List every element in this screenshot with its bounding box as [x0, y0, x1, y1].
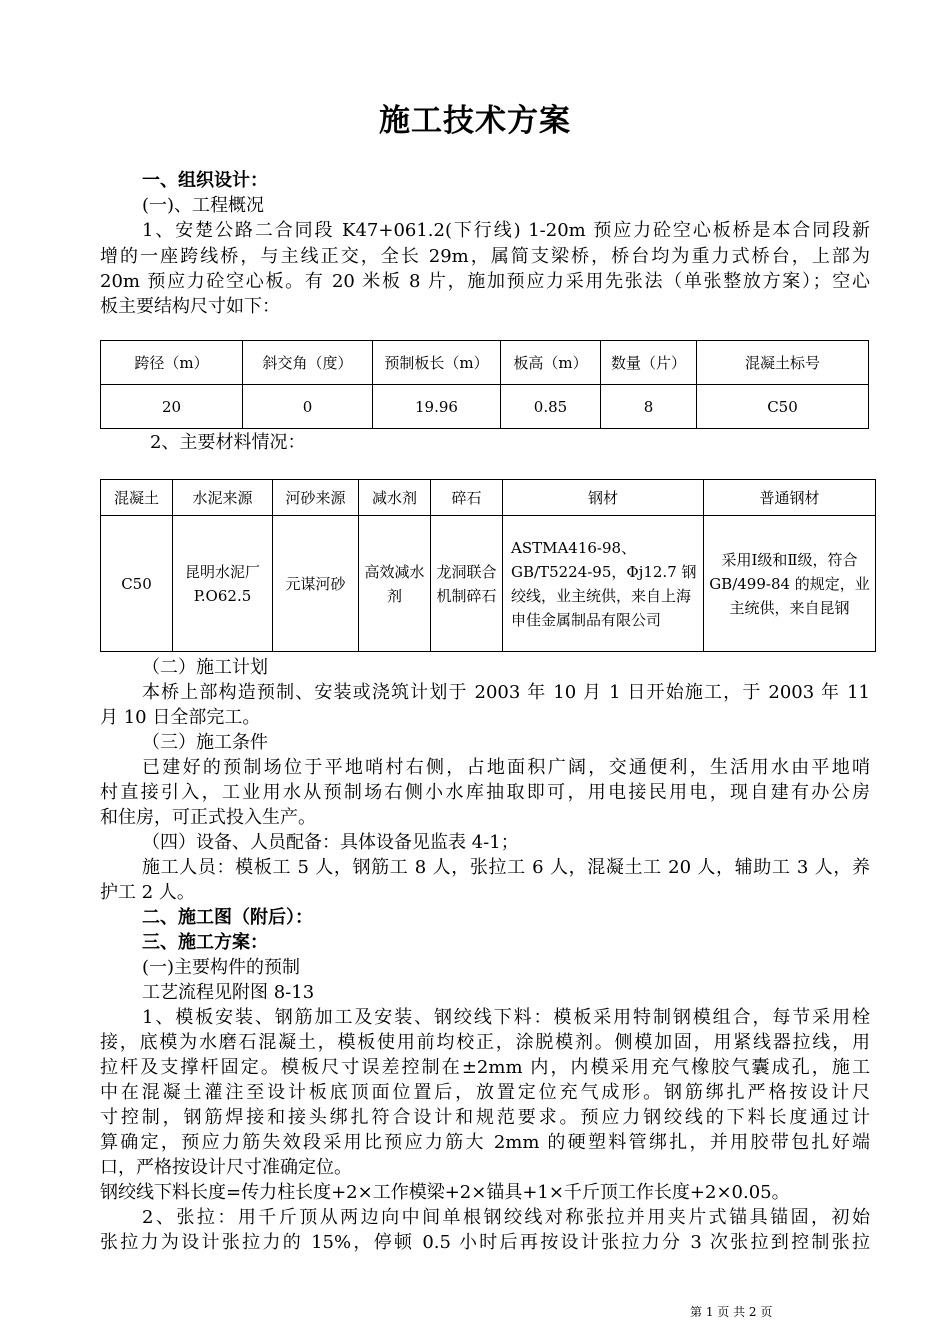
paragraph-line: 算确定，预应力筋失效段采用比预应力筋大 2mm 的硬塑料管绑扎，并用胶带包扎好端: [100, 1132, 870, 1153]
header-cell: 碎石: [431, 480, 503, 516]
paragraph-line: 接，底模为水磨石混凝土，模板使用前均校正，涂脱模剂。侧模加固，用紧线器拉线，用: [100, 1032, 870, 1053]
header-cell: 数量（片）: [601, 341, 697, 385]
paragraph-line: 施工人员：模板工 5 人，钢筋工 8 人，张拉工 6 人，混凝土工 20 人，辅助工 3 人，养: [142, 857, 870, 878]
paragraph-line: 中在混凝土灌注至设计板底顶面位置后，放置定位充气成形。钢筋绑扎严格按设计尺: [100, 1082, 870, 1103]
paragraph-line: 护工 2 人。: [100, 882, 195, 903]
subheading-plan: （二）施工计划: [142, 657, 268, 678]
table-cell: 龙洞联合机制碎石: [431, 516, 503, 652]
paragraph-line: 板主要结构尺寸如下：: [100, 296, 280, 317]
paragraph-line: 1、安楚公路二合同段 K47+061.2(下行线) 1-20m 预应力砼空心板桥是本合同段新: [142, 220, 870, 241]
paragraph-line: 张拉力为设计张拉力的 15%，停顿 0.5 小时后再按设计张拉力分 3 次张拉到控制张拉: [100, 1232, 870, 1253]
table-cell: 0.85: [501, 385, 601, 429]
paragraph-line: 口，严格按设计尺寸准确定位。: [100, 1157, 352, 1178]
header-cell: 钢材: [503, 480, 704, 516]
table-cell: C50: [101, 516, 173, 652]
table-cell: 0: [243, 385, 373, 429]
subheading-conditions: （三）施工条件: [142, 732, 268, 753]
paragraph-line: 20m 预应力砼空心板。有 20 米板 8 片，施加预应力采用先张法（单张整放方案）；空心: [100, 271, 870, 292]
table-cell: C50: [697, 385, 869, 429]
table-cell: 19.96: [373, 385, 501, 429]
heading-organization: 一、组织设计：: [142, 170, 268, 191]
header-cell: 减水剂: [359, 480, 431, 516]
header-cell: 混凝土标号: [697, 341, 869, 385]
materials-table: [100, 479, 876, 652]
header-cell: 斜交角（度）: [243, 341, 373, 385]
table-header-row: [101, 341, 869, 385]
paragraph-line: 已建好的预制场位于平地哨村右侧，占地面积广阔，交通便利，生活用水由平地哨: [142, 757, 870, 778]
page-number-footer: 第 1 页 共 2 页: [690, 1305, 773, 1319]
paragraph-line: 工艺流程见附图 8-13: [142, 982, 315, 1003]
paragraph-line: 寸控制，钢筋焊接和接头绑扎符合设计和规范要求。预应力钢绞线的下料长度通过计: [100, 1107, 870, 1128]
header-cell: 板高（m）: [501, 341, 601, 385]
paragraph-line: 本桥上部构造预制、安装或浇筑计划于 2003 年 10 月 1 日开始施工，于 2003 年 11: [142, 682, 870, 703]
header-cell: 河砂来源: [273, 480, 359, 516]
header-cell: 水泥来源: [173, 480, 273, 516]
table-cell: 20: [101, 385, 243, 429]
table-row: [101, 385, 869, 429]
table-header-row: [101, 480, 876, 516]
subheading-prefab: (一)主要构件的预制: [142, 957, 301, 978]
table-cell: 高效减水剂: [359, 516, 431, 652]
paragraph-line: 月 10 日全部完工。: [100, 707, 261, 728]
heading-scheme: 三、施工方案：: [142, 932, 268, 953]
header-cell: 混凝土: [101, 480, 173, 516]
table-cell: 8: [601, 385, 697, 429]
paragraph-line: 钢绞线下料长度=传力柱长度+2×工作模梁+2×锚具+1×千斤顶工作长度+2×0.05。: [100, 1182, 790, 1203]
paragraph-line: 2、张拉：用千斤顶从两边向中间单根钢绞线对称张拉并用夹片式锚具锚固，初始: [142, 1207, 870, 1228]
paragraph-line: 增的一座跨线桥，与主线正交，全长 29m，属简支梁桥，桥台均为重力式桥台，上部为: [100, 246, 870, 267]
subheading-equipment: （四）设备、人员配备：具体设备见监表 4-1；: [142, 832, 519, 853]
paragraph-line: 和住房，可正式投入生产。: [100, 807, 316, 828]
structure-dimensions-table: [100, 340, 869, 429]
header-cell: 普通钢材: [704, 480, 876, 516]
paragraph-line: 拉杆及支撑杆固定。模板尺寸误差控制在±2mm 内，内模采用充气橡胶气囊成孔，施工: [100, 1057, 870, 1078]
paragraph-line: 1、模板安装、钢筋加工及安装、钢绞线下料：模板采用特制钢模组合，每节采用栓: [142, 1007, 870, 1028]
paragraph-line: 村直接引入，工业用水从预制场右侧小水库抽取即可，用电接民用电，现自建有办公房: [100, 782, 870, 803]
page-title: 施工技术方案: [379, 103, 571, 139]
table-cell: ASTMA416-98、GB/T5224-95，Φj12.7 钢绞线，业主统供，来自上海申佳金属制品有限公司: [503, 516, 704, 652]
paragraph-line: 2、主要材料情况：: [150, 432, 306, 453]
table-cell: 采用Ⅰ级和Ⅱ级，符合 GB/499-84 的规定，业主统供，来自昆钢: [704, 516, 876, 652]
header-cell: 跨径（m）: [101, 341, 243, 385]
subheading-overview: (一)、工程概况: [142, 195, 265, 216]
table-cell: 昆明水泥厂 P.O62.5: [173, 516, 273, 652]
header-cell: 预制板长（m）: [373, 341, 501, 385]
table-cell: 元谋河砂: [273, 516, 359, 652]
heading-drawings: 二、施工图（附后）：: [142, 907, 313, 928]
table-row: [101, 516, 876, 652]
